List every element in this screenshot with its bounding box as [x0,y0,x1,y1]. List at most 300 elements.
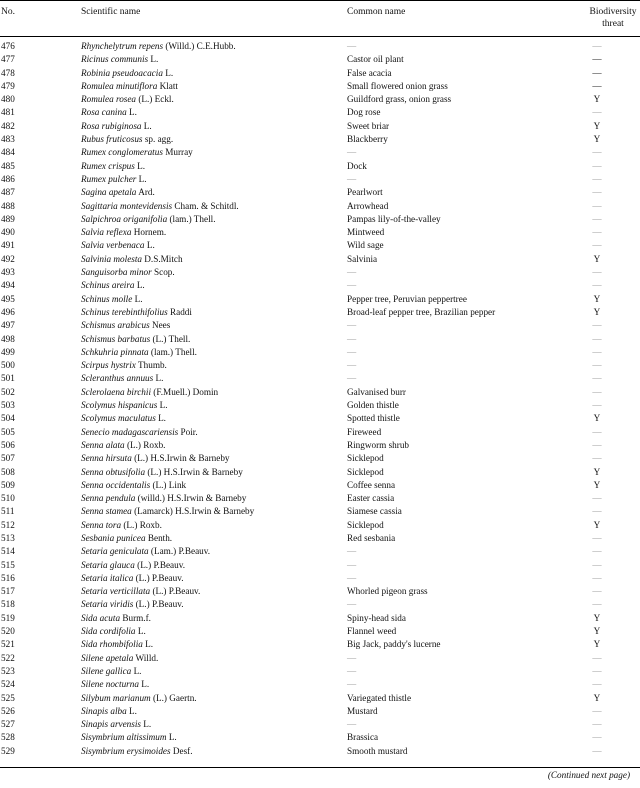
row-number: 481 [1,107,15,118]
common-name: Spotted thistle [347,413,400,424]
author-citation: (F.Muell.) Domin [153,386,219,397]
author-citation: (L.) H.S.Irwin & Barneby [134,453,230,464]
table-row [0,306,640,319]
table-row [0,665,640,678]
common-name: — [347,333,357,344]
common-name: Dock [347,160,367,171]
species-name: Scolymus hispanicus [81,400,158,411]
common-name: Flannel weed [347,626,397,637]
row-number: 505 [1,426,15,437]
common-name: Whorled pigeon grass [347,586,428,597]
author-citation: (L.) Thell. [152,333,191,344]
author-citation: L. [128,107,137,118]
author-citation: Poir. [180,426,198,437]
author-citation: (L.) Roxb. [126,439,166,450]
table-row [0,505,640,518]
author-citation: (L.) P.Beauv. [137,559,186,570]
row-number: 516 [1,572,15,583]
species-name: Sesbania punicea [81,532,146,543]
common-name: — [347,599,357,610]
row-number: 489 [1,213,15,224]
table-row [0,625,640,638]
scientific-name [81,53,158,66]
scientific-name [81,40,236,53]
biodiversity-threat: Y [593,94,601,105]
row-number: 506 [1,439,15,450]
species-name: Sida cordifolia [81,626,136,637]
author-citation: Nees [151,320,171,331]
biodiversity-threat: — [592,147,602,158]
author-citation: (L.) P.Beauv. [135,572,184,583]
row-number: 511 [1,506,15,517]
row-number: 512 [1,519,15,530]
common-name: Brassica [347,732,379,743]
row-number: 499 [1,346,15,357]
row-number: 498 [1,333,15,344]
author-citation: Thumb. [138,360,167,371]
biodiversity-threat: — [592,493,602,504]
scientific-name [81,173,147,186]
author-citation: Scop. [154,267,175,278]
biodiversity-threat: — [592,160,602,171]
author-citation: L. [143,120,152,131]
species-name: Sagittaria montevidensis [81,200,173,211]
row-number: 524 [1,679,15,690]
scientific-name [81,106,137,119]
biodiversity-threat: — [592,599,602,610]
author-citation: sp. agg. [144,134,174,145]
biodiversity-threat: — [592,67,602,78]
species-name: Rumex conglomeratus [81,147,163,158]
table-row [0,545,640,558]
biodiversity-threat: — [592,679,602,690]
biodiversity-threat: — [592,546,602,557]
species-name: Scirpus hystrix [81,360,136,371]
common-name: Arrowhead [347,200,389,211]
row-number: 496 [1,306,15,317]
scientific-name [81,146,193,159]
table-row [0,399,640,412]
species-name: Ricinus communis [81,54,149,65]
author-citation: (Lam.) P.Beauv. [150,546,211,557]
author-citation: L. [133,665,142,676]
species-name: Senna obtusifolia [81,466,146,477]
biodiversity-threat: — [592,320,602,331]
common-name: — [347,147,357,158]
scientific-name [81,93,174,106]
common-name: — [347,546,357,557]
scientific-name [81,399,168,412]
species-name: Sinapis alba [81,705,127,716]
species-name: Sisymbrium erysimoides [81,745,171,756]
table-row [0,213,640,226]
species-name: Rubus fruticosus [81,134,143,145]
author-citation: L. [137,626,146,637]
species-name: Robinia pseudoacacia [81,67,163,78]
common-name: Smooth mustard [347,745,408,756]
species-name: Scleranthus annuus [81,373,154,384]
species-name: Rosa rubiginosa [81,120,142,131]
table-row [0,372,640,385]
row-number: 521 [1,639,15,650]
table-row [0,293,640,306]
author-citation: L. [145,639,154,650]
scientific-name [81,452,230,465]
biodiversity-threat: — [592,652,602,663]
row-number: 501 [1,373,15,384]
species-name: Schinus areira [81,280,135,291]
biodiversity-threat: Y [593,519,601,530]
common-name: — [347,267,357,278]
biodiversity-threat: — [592,267,602,278]
common-name: False acacia [347,67,392,78]
biodiversity-threat: — [592,227,602,238]
scientific-name [81,505,254,518]
common-name: Big Jack, paddy's lucerne [347,639,441,650]
author-citation: Desf. [172,745,193,756]
species-name: Schinus molle [81,293,133,304]
common-name: — [347,173,357,184]
row-number: 477 [1,54,15,65]
biodiversity-threat: Y [593,120,601,131]
biodiversity-threat: — [592,532,602,543]
biodiversity-threat: — [592,426,602,437]
biodiversity-threat: — [592,506,602,517]
common-name: Wild sage [347,240,384,251]
author-citation: Hornem. [133,227,167,238]
table-row [0,80,640,93]
table-row [0,133,640,146]
common-name: — [347,572,357,583]
species-name: Senecio madagascariensis [81,426,179,437]
author-citation: L. [155,373,164,384]
common-name: Ringworm shrub [347,439,410,450]
header-common-name: Common name [347,7,406,17]
row-number: 493 [1,267,15,278]
row-number: 497 [1,320,15,331]
biodiversity-threat: — [592,213,602,224]
row-number: 527 [1,719,15,730]
scientific-name [81,279,145,292]
species-name: Rhynchelytrum repens [81,41,164,51]
table-row [0,678,640,691]
author-citation: (Lamarck) H.S.Irwin & Barneby [134,506,255,517]
author-citation: Ard. [138,187,155,198]
scientific-name [81,426,198,439]
scientific-name [81,598,184,611]
biodiversity-threat: — [592,200,602,211]
biodiversity-threat: Y [593,692,601,703]
author-citation: Raddi [169,306,192,317]
table-row [0,638,640,651]
table-row [0,532,640,545]
author-citation: D.S.Mitch [144,253,183,264]
common-name: Salvinia [347,253,378,264]
author-citation: L. [143,719,152,730]
row-number: 476 [1,41,15,51]
author-citation: (L.) Link [152,479,187,490]
row-number: 529 [1,745,15,756]
table-row [0,200,640,213]
author-citation: (lam.) Thell. [150,346,197,357]
biodiversity-threat: — [592,572,602,583]
scientific-name [81,239,155,252]
scientific-name [81,266,175,279]
species-name: Rosa canina [81,107,127,118]
scientific-name [81,665,141,678]
row-number: 478 [1,67,15,78]
common-name: Sweet briar [347,120,390,131]
scientific-name [81,67,173,80]
table-row [0,692,640,705]
biodiversity-threat: — [592,559,602,570]
table-row [0,279,640,292]
table-row [0,186,640,199]
row-number: 517 [1,586,15,597]
row-number: 515 [1,559,15,570]
author-citation: L. [134,293,143,304]
header-no: No. [1,7,15,17]
common-name: Easter cassia [347,493,395,504]
author-citation: Burm.f. [122,612,151,623]
table-row [0,439,640,452]
scientific-name [81,559,185,572]
biodiversity-threat: — [592,386,602,397]
biodiversity-threat: — [592,705,602,716]
common-name: — [347,559,357,570]
row-number: 483 [1,134,15,145]
species-name: Setaria viridis [81,599,134,610]
author-citation: Benth. [147,532,173,543]
biodiversity-threat: Y [593,626,601,637]
biodiversity-threat: — [592,400,602,411]
author-citation: Willd. [135,652,159,663]
table-row [0,652,640,665]
species-name: Schismus barbatus [81,333,151,344]
scientific-name [81,692,197,705]
common-name: Coffee senna [347,479,396,490]
species-name: Sinapis arvensis [81,719,141,730]
table-row [0,146,640,159]
scientific-name [81,532,172,545]
row-number: 480 [1,94,15,105]
header-scientific-name: Scientific name [81,7,141,17]
species-name: Setaria glauca [81,559,135,570]
scientific-name [81,293,143,306]
row-number: 492 [1,253,15,264]
common-name: Small flowered onion grass [347,80,448,91]
table-row [0,53,640,66]
common-name: Pearlwort [347,187,383,198]
scientific-name [81,519,162,532]
row-number: 491 [1,240,15,251]
table-row [0,466,640,479]
row-number: 510 [1,493,15,504]
scientific-name [81,625,146,638]
scientific-name [81,718,151,731]
row-number: 513 [1,532,15,543]
scientific-name [81,359,167,372]
biodiversity-threat: — [592,173,602,184]
author-citation: L. [146,240,155,251]
common-name: Castor oil plant [347,54,404,65]
common-name: Blackberry [347,134,388,145]
biodiversity-threat: — [592,41,602,51]
common-name: — [347,679,357,690]
scientific-name [81,705,137,718]
table-row [0,426,640,439]
scientific-name [81,479,186,492]
common-name: — [347,41,357,51]
species-name: Senna tora [81,519,122,530]
common-name: Golden thistle [347,400,399,411]
author-citation: (willd.) H.S.Irwin & Barneby [137,493,247,504]
species-name: Sclerolaena birchii [81,386,151,397]
row-number: 482 [1,120,15,131]
biodiversity-threat: Y [593,466,601,477]
row-number: 523 [1,665,15,676]
author-citation: (L.) Eckl. [138,94,174,105]
table-row [0,452,640,465]
table-header [0,2,640,36]
scientific-name [81,386,218,399]
author-citation: L. [137,160,146,171]
row-number: 507 [1,453,15,464]
common-name: — [347,280,357,291]
table-row [0,346,640,359]
species-name: Salpichroa origanifolia [81,213,168,224]
table-row [0,239,640,252]
scientific-name [81,731,177,744]
biodiversity-threat: Y [593,306,601,317]
row-number: 488 [1,200,15,211]
common-name: Siamese cassia [347,506,402,517]
scientific-name [81,333,190,346]
biodiversity-threat: — [592,333,602,344]
author-citation: (L.) Gaertn. [152,692,197,703]
biodiversity-threat: Y [593,612,601,623]
table-row [0,598,640,611]
biodiversity-threat: Y [593,413,601,424]
row-number: 528 [1,732,15,743]
scientific-name [81,253,183,266]
species-name: Setaria italica [81,572,134,583]
row-number: 487 [1,187,15,198]
biodiversity-threat: — [592,453,602,464]
species-name: Senna occidentalis [81,479,151,490]
common-name: Galvanised burr [347,386,406,397]
table-row [0,333,640,346]
species-name: Senna stamea [81,506,132,517]
species-name: Salvia reflexa [81,227,132,238]
common-name: Broad-leaf pepper tree, Brazilian pepper [347,306,496,317]
row-number: 525 [1,692,15,703]
author-citation: L. [150,54,159,65]
author-citation: L. [136,280,145,291]
scientific-name [81,346,197,359]
scientific-name [81,120,152,133]
table-row [0,173,640,186]
biodiversity-threat: — [592,719,602,730]
species-name: Silene nocturna [81,679,139,690]
table-row [0,718,640,731]
scientific-name [81,306,192,319]
scientific-name [81,439,165,452]
species-name: Rumex pulcher [81,173,137,184]
table-bottom-rule [0,767,640,768]
author-citation: Murray [165,147,193,158]
common-name: Mustard [347,705,378,716]
continued-note: (Continued next page) [547,770,630,780]
row-number: 514 [1,546,15,557]
scientific-name [81,585,200,598]
scientific-name [81,745,193,758]
common-name: — [347,373,357,384]
table-row [0,492,640,505]
table-row [0,386,640,399]
species-name: Schkuhria pinnata [81,346,149,357]
table-row [0,745,640,758]
biodiversity-threat: — [592,187,602,198]
common-name: Red sesbania [347,532,396,543]
table-row [0,226,640,239]
common-name: — [347,360,357,371]
biodiversity-threat: — [592,586,602,597]
species-name: Rumex crispus [81,160,135,171]
scientific-name [81,226,166,239]
species-name: Romulea minutiflora [81,80,158,91]
table-row [0,319,640,332]
row-number: 508 [1,466,15,477]
table-top-rule [0,0,640,1]
table-row [0,160,640,173]
author-citation: L. [165,67,174,78]
scientific-name [81,372,163,385]
author-citation: (L.) P.Beauv. [152,586,201,597]
biodiversity-threat: — [592,360,602,371]
scientific-name [81,638,153,651]
scientific-name [81,492,246,505]
table-row [0,253,640,266]
author-citation: L. [159,400,168,411]
biodiversity-threat: Y [593,479,601,490]
species-name: Sida rhombifolia [81,639,143,650]
biodiversity-threat: — [592,373,602,384]
species-name: Silybum marianum [81,692,151,703]
biodiversity-threat: — [592,346,602,357]
table-row [0,359,640,372]
author-citation: L. [168,732,177,743]
table-row [0,412,640,425]
scientific-name [81,466,243,479]
common-name: Guildford grass, onion grass [347,94,452,105]
scientific-name [81,133,173,146]
table-row [0,67,640,80]
scientific-name [81,545,210,558]
table-row [0,106,640,119]
biodiversity-threat: — [592,665,602,676]
row-number: 522 [1,652,15,663]
author-citation: L. [141,679,150,690]
biodiversity-threat: — [592,54,602,65]
common-name: — [347,665,357,676]
row-number: 502 [1,386,15,397]
author-citation: (Willd.) C.E.Hubb. [165,41,236,51]
species-name: Silene apetala [81,652,134,663]
row-number: 485 [1,160,15,171]
common-name: Sicklepod [347,453,384,464]
table-row [0,612,640,625]
